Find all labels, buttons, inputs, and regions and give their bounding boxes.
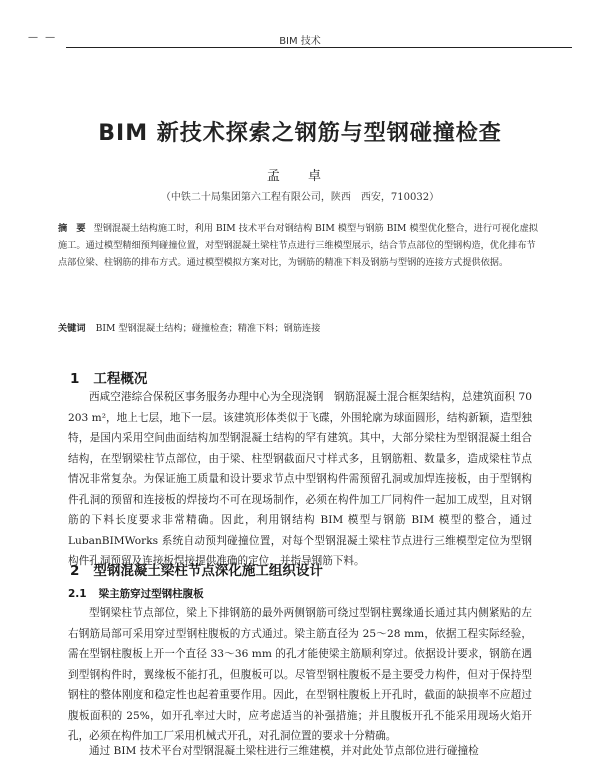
body-paragraph: 西咸空港综合保税区事务服务办理中心为全现浇钢 钢筋混凝土混合框架结构，总建筑面积 70 203 m²，地上七层，地下一层。该建筑形体类似于飞碟，外围轮廓为球面圆形，结构新颖，造型独特，是国内采用空间曲面结构加型钢混凝土结构的罕有建筑。其中，大部分梁柱为型钢混凝土组合结构，在型钢梁柱节点部位，由于梁、柱型钢截面尺寸样式多，且钢筋粗、数量多，造成梁柱节点情况非常复杂。为保证施工质量和设计要求节点中型钢构件需预留孔洞或加焊连接板，由于型钢构件孔洞的预留和连接板的焊接均不可在现场制作，必须在构件加工厂同构件一起加工成型，且对钢筋的下料长度要求非常精确。因此，利用钢结构 BIM 模型与钢筋 BIM 模型的整合，通过 LubanBIMWorks 系统自动预判碰撞位置，对每个型钢混凝土梁柱节点进行三维模型定位为型钢构件孔洞预留及连接板焊接提供准确的定位，并指导钢筋下料。 (68, 391, 532, 567)
keywords-label: 关键词 (58, 323, 86, 334)
section-number: 1 (70, 371, 80, 387)
abstract-text: 型钢混凝土结构施工时，利用 BIM 技术平台对钢结构 BIM 模型与钢筋 BIM 模型优化整合，进行可视化虚拟施工。通过模型精细预判碰撞位置，对型钢混凝土梁柱节点进行三维模型展示，结合节点部位的型钢构造，优化排布节点部位梁、柱钢筋的排布方式。通过模型模拟方案对比，为钢筋的精准下料及钢筋与型钢的连接方式提供依据。 (58, 223, 538, 268)
keywords (58, 320, 542, 337)
affiliation: （中铁二十局集团第六工程有限公司，陕西 西安，710032） (160, 192, 440, 203)
section-number: 2 (70, 563, 80, 579)
subsection-heading (68, 586, 204, 601)
paper-title: BIM 新技术探索之钢筋与型钢碰撞检查 (98, 121, 502, 146)
running-header-label: BIM 技术 (279, 36, 321, 47)
subsection-number: 2.1 (68, 588, 87, 600)
subsection-title: 梁主筋穿过型钢柱腹板 (98, 588, 204, 600)
abstract (58, 220, 542, 271)
section-title: 型钢混凝土梁柱节点深化施工组织设计 (93, 563, 323, 579)
author: 孟 卓 (266, 169, 334, 184)
section-heading (70, 559, 323, 579)
abstract-label: 摘 要 (58, 223, 86, 234)
keywords-text: BIM 型钢混凝土结构；碰撞检查；精准下料；钢筋连接 (95, 323, 321, 334)
running-header-dashes: — — (28, 32, 58, 43)
body-paragraph: 型钢梁柱节点部位，梁上下排钢筋的最外两侧钢筋可绕过型钢柱翼缘通长通过其内侧紧贴的左右钢筋局部可采用穿过型钢柱腹板的方式通过。梁主筋直径为 25～28 mm，依据工程实际经验，需在型钢柱腹板上开一个直径 33～36 mm 的孔才能使梁主筋顺利穿过。依据设计要求，钢筋在遇到型钢构件时，翼缘板不能打孔，但腹板可以。尽管型钢柱腹板不是主要受力构件，但对于保持型钢柱的整体刚度和稳定性也起着重要作用。因此，在型钢柱腹板上开孔时，截面的缺损率不应超过腹板面积的 25%，如开孔率过大时，应考虑适当的补强措施；并且腹板开孔不能采用现场火焰开孔，必须在构件加工厂采用机械式开孔，对孔洞位置的要求十分精确。 (68, 607, 532, 742)
running-header-rule (66, 47, 572, 48)
running-header (28, 30, 572, 54)
body-paragraph: 通过 BIM 技术平台对型钢混凝土梁柱进行三维建模，并对此处节点部位进行碰撞检 (89, 745, 479, 757)
section-heading (70, 367, 147, 387)
section-title: 工程概况 (93, 371, 148, 387)
